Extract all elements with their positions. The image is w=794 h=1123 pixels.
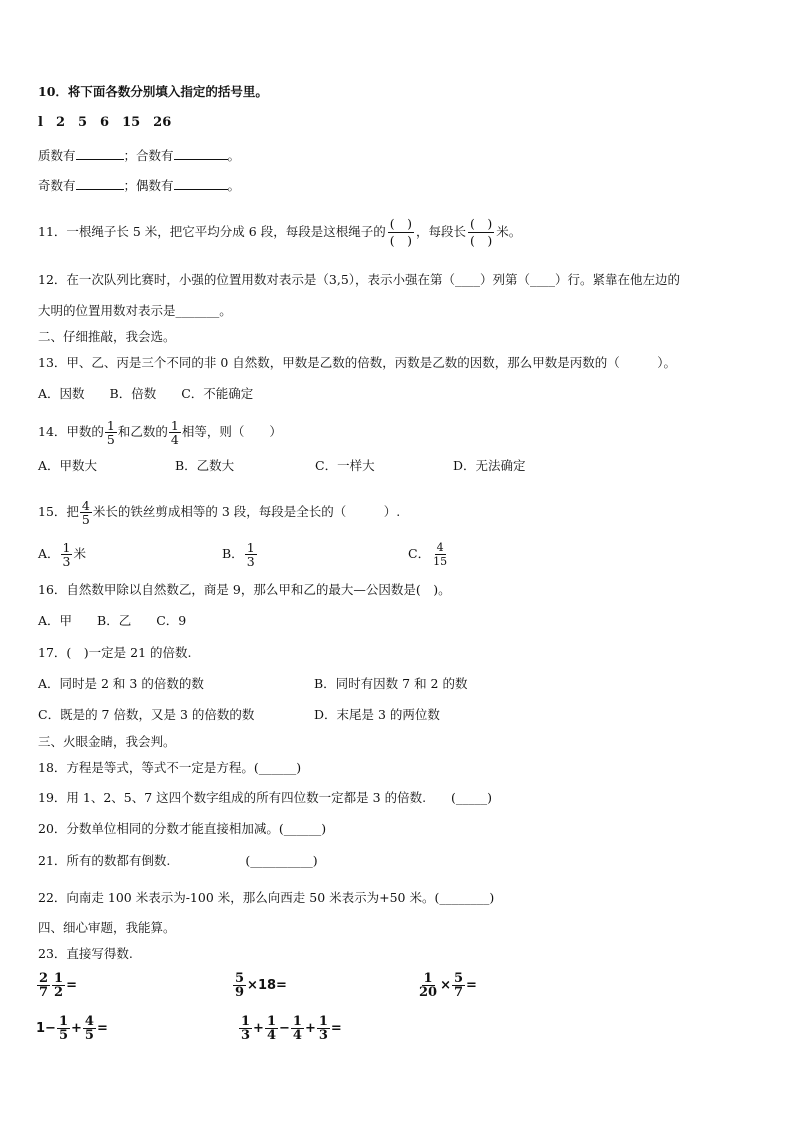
q21: 21．所有的数都有倒数. (__________) [38,853,318,868]
even-label: ；偶数有 [123,178,174,193]
q17-option-d[interactable]: D．末尾是 3 的两位数 [314,707,440,722]
q11 [38,210,521,254]
q15-option-b[interactable]: B． $\frac{1}{3}$ [222,540,255,569]
period: 。 [227,178,241,193]
q14-fraction-2: $\frac{1}{4}$ [170,418,179,447]
q20: 20．分数单位相同的分数才能直接相加减。(______) [38,821,327,836]
q17-option-a[interactable]: A．同时是 2 和 3 的倍数的数 [38,676,204,691]
section-3-heading: 三、火眼金睛，我会判。 [38,734,176,749]
q14-part2: 和乙数的 [117,424,168,439]
q14-part1: 14．甲数的 [38,424,104,439]
q23-title: 23．直接写得数. [38,946,133,961]
q14-option-b[interactable]: B．乙数大 [175,458,235,473]
q14-part3: 相等，则（ ） [181,424,282,439]
q14-option-c[interactable]: C．一样大 [315,458,375,473]
q11-suffix: 米。 [496,224,522,239]
q12-line2: 大明的位置用数对表示是_______。 [38,303,232,318]
calc-expression-3: $\frac{1}{20}$ × $\frac{5}{7}$ = [419,971,477,1000]
q17-option-b[interactable]: B．同时有因数 7 和 2 的数 [314,676,468,691]
q11-prefix: 11．一根绳子长 5 米，把它平均分成 6 段，每段是这根绳子的 [38,224,386,239]
prime-label: 质数有 [38,148,76,163]
q15-option-c[interactable]: C． $\frac{4}{15}$ [408,541,448,568]
q10-odd-even-row [38,177,240,194]
q15-part1: 15．把 [38,504,79,519]
q19: 19．用 1、2、5、7 这四个数字组成的所有四位数一定都是 3 的倍数. (_____) [38,790,493,805]
q15-part2: 米长的铁丝剪成相等的 3 段，每段是全长的（ ）. [92,504,401,519]
period: 。 [227,148,241,163]
q10-prime-composite-row [38,147,240,164]
q22: 22．向南走 100 米表示为-100 米，那么向西走 50 米表示为+50 米。(________) [38,890,495,905]
odd-label: 奇数有 [38,178,76,193]
q14-question [38,414,282,450]
section-4-heading: 四、细心审题，我能算。 [38,920,176,935]
q12-line1: 12．在一次队列比赛时，小强的位置用数对表示是（3,5），表示小强在第（____）列第（____）行。紧靠在他左边的 [38,272,681,287]
prime-blank[interactable] [76,147,124,160]
even-blank[interactable] [174,177,228,190]
composite-blank[interactable] [174,147,228,160]
q14-option-d[interactable]: D．无法确定 [453,458,526,473]
q13-options: A．因数 B．倍数 C．不能确定 [38,386,254,401]
q11-fraction-blank-2[interactable]: ( ) ( ) [470,216,493,248]
q17-option-c[interactable]: C．既是的 7 倍数，又是 3 的倍数的数 [38,707,255,722]
odd-blank[interactable] [76,177,124,190]
section-2-heading: 二、仔细推敲，我会选。 [38,329,176,344]
q16-question: 16．自然数甲除以自然数乙，商是 9，那么甲和乙的最大—公因数是( )。 [38,582,451,597]
calc-expression-2: $\frac{5}{9}$ ×18= [235,971,287,1000]
q15-fraction: $\frac{4}{5}$ [81,498,90,527]
composite-label: ；合数有 [123,148,174,163]
q10-title: 10．将下面各数分别填入指定的括号里。 [38,84,268,99]
calc-expression-4: 1− $\frac{1}{5}$ + $\frac{4}{5}$ = [36,1014,108,1043]
q13-question: 13．甲、乙、丙是三个不同的非 0 自然数，甲数是乙数的倍数，丙数是乙数的因数，那么甲数是丙数的（ ）。 [38,355,677,370]
q14-option-a[interactable]: A．甲数大 [38,458,98,473]
q14-fraction-1: $\frac{1}{5}$ [106,418,115,447]
q15-option-a[interactable]: A． $\frac{1}{3}$ 米 [38,540,86,569]
q15-question [38,494,400,530]
calc-expression-1: $\frac{2}{7}$ $\frac{1}{2}$ = [39,971,77,1000]
q10-numbers: l 2 5 6 15 26 [38,115,172,130]
q17-question: 17．( )一定是 21 的倍数. [38,645,192,660]
q11-middle: ，每段长 [415,224,466,239]
q18: 18．方程是等式，等式不一定是方程。(______) [38,760,302,775]
q11-fraction-blank-1[interactable]: ( ) ( ) [389,216,412,248]
q16-options: A．甲 B．乙 C．9 [38,613,187,628]
calc-expression-5: $\frac{1}{3}$ + $\frac{1}{4}$ − $\frac{1}{4}$ + $\frac{1}{3}$ = [241,1014,342,1043]
